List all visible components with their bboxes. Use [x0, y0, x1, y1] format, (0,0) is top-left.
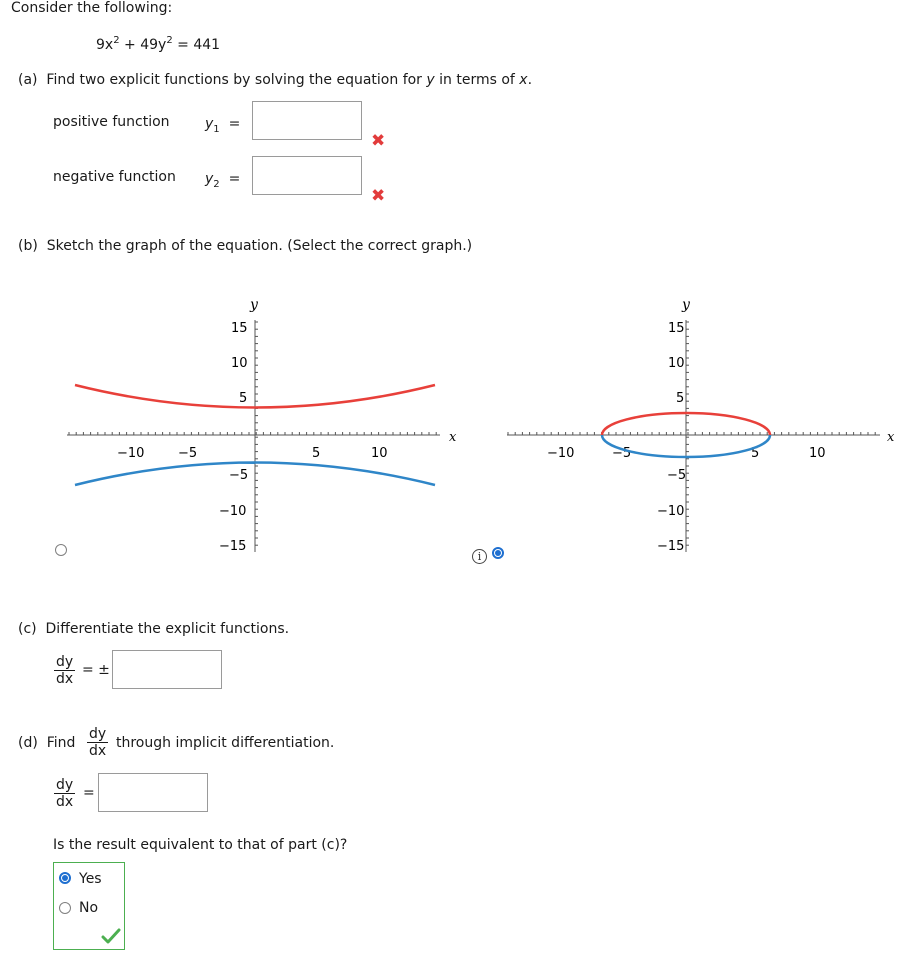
- part-d-input[interactable]: [98, 773, 208, 812]
- graph-1-xtick-label: 5: [312, 446, 321, 461]
- no-radio[interactable]: [59, 902, 71, 914]
- graph-1-xtick-label: 10: [371, 446, 388, 461]
- graph-2-ytick-label: 10: [668, 356, 685, 371]
- graph-2-ticks: [508, 322, 875, 545]
- graph-option-2-radio[interactable]: [492, 547, 504, 559]
- graph-1-xtick-label: −10: [117, 446, 145, 461]
- positive-function-label: positive function: [53, 114, 170, 130]
- negative-function-label: negative function: [53, 169, 176, 185]
- part-c-equals-pm: = ±: [82, 662, 110, 678]
- equation: $9x^2 + 49y^2 = 441$: [96, 35, 221, 53]
- graph-1-ytick-label: 10: [231, 356, 248, 371]
- correct-check-icon: [101, 928, 121, 944]
- part-a-prompt: (a) Find two explicit functions by solving the equation for y in terms of x.: [18, 72, 533, 88]
- graph-1-ytick-label: 5: [239, 391, 248, 406]
- graph-1-xtick-label: −5: [178, 446, 198, 461]
- graph-2-ytick-label: 5: [676, 391, 685, 406]
- no-label[interactable]: No: [79, 900, 99, 916]
- intro-text: Consider the following:: [11, 0, 173, 16]
- yes-label[interactable]: Yes: [79, 871, 102, 887]
- graph-2-ytick-label: 15: [668, 321, 685, 336]
- graph-2-xtick-label: 10: [809, 446, 826, 461]
- graph-2-ytick-label: −10: [657, 504, 685, 519]
- equivalence-question: Is the result equivalent to that of part (c)?: [53, 837, 348, 853]
- graph-1-ytick-label: −15: [219, 539, 247, 554]
- graph-option-1: [55, 290, 475, 565]
- graph-1-ytick-label: −5: [229, 468, 249, 483]
- y2-input[interactable]: [252, 156, 362, 195]
- graph-2-y-axis-label: y: [682, 297, 690, 313]
- graph-2-xtick-label: 5: [751, 446, 760, 461]
- graph-1-ticks: [69, 322, 436, 545]
- y1-label: $y_1$ =: [205, 116, 241, 135]
- part-d-label: (d) Find: [18, 735, 76, 751]
- graph-2-xtick-label: −5: [612, 446, 632, 461]
- graph-1-ytick-label: 15: [231, 321, 248, 336]
- graph-2-ytick-label: −5: [667, 468, 687, 483]
- y1-input[interactable]: [252, 101, 362, 140]
- y1-incorrect-icon: ✖: [371, 131, 386, 151]
- part-d-prompt-fraction: $\frac{dy}{dx}$: [89, 726, 107, 759]
- graph-2-x-axis-label: x: [887, 430, 895, 445]
- graph-option-1-radio[interactable]: [55, 544, 67, 556]
- part-c-input[interactable]: [112, 650, 222, 689]
- graph-1-y-axis-label: y: [250, 297, 258, 313]
- graph-1-ytick-label: −10: [219, 504, 247, 519]
- part-c-derivative-fraction: $\frac{dy}{dx}$: [56, 654, 74, 687]
- part-d-equals: =: [83, 785, 95, 801]
- part-d-derivative-fraction: $\frac{dy}{dx}$: [56, 777, 74, 810]
- part-d-prompt-text: through implicit differentiation.: [116, 735, 335, 751]
- part-b-prompt: (b) Sketch the graph of the equation. (Select the correct graph.): [18, 238, 473, 254]
- graph-1-x-axis-label: x: [449, 430, 457, 445]
- yes-radio[interactable]: [59, 872, 71, 884]
- part-c-prompt: (c) Differentiate the explicit functions.: [18, 621, 290, 637]
- y2-label: $y_2$ =: [205, 171, 241, 190]
- graph-2-ytick-label: −15: [657, 539, 685, 554]
- info-icon[interactable]: i: [472, 549, 487, 564]
- graph-option-2: [500, 290, 905, 565]
- graph-2-xtick-label: −10: [547, 446, 575, 461]
- y2-incorrect-icon: ✖: [371, 186, 386, 206]
